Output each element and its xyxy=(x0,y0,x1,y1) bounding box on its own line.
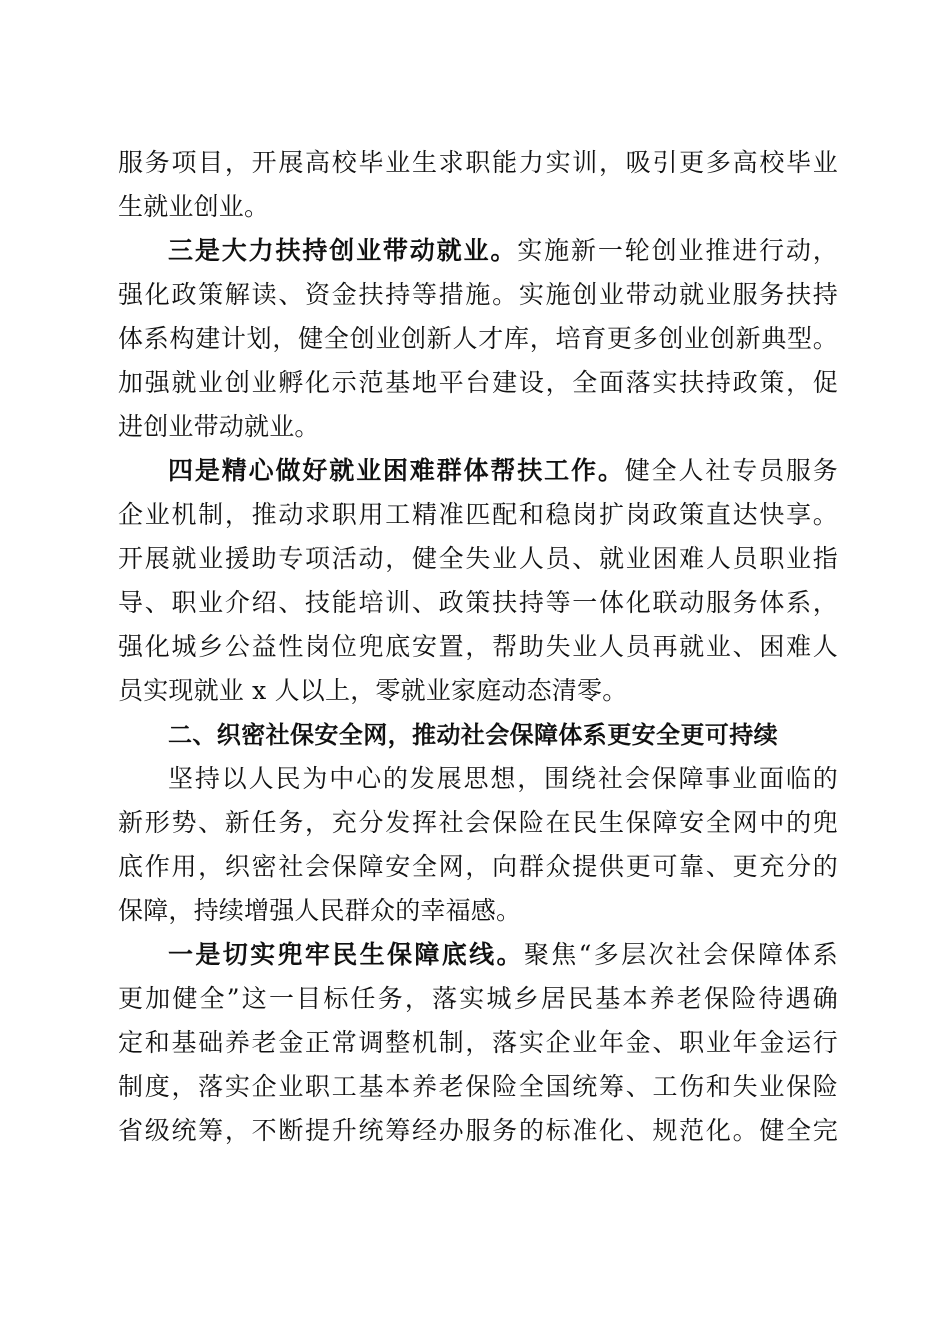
text-line: 省级统筹，不断提升统筹经办服务的标准化、规范化。健全完 xyxy=(118,1116,838,1145)
section-heading: 二、织密社保安全网，推动社会保障体系更安全更可持续 xyxy=(168,721,778,749)
text-line: 加强就业创业孵化示范基地平台建设，全面落实扶持政策，促 xyxy=(118,368,838,397)
text-line: 开展就业援助专项活动，健全失业人员、就业困难人员职业指 xyxy=(118,544,838,573)
text-line: 保障，持续增强人民群众的幸福感。 xyxy=(118,896,522,925)
text-line: 底作用，织密社会保障安全网，向群众提供更可靠、更充分的 xyxy=(118,852,838,881)
text-line: 体系构建计划，健全创业创新人才库，培育更多创业创新典型。 xyxy=(118,324,838,353)
text-line: 定和基础养老金正常调整机制，落实企业年金、职业年金运行 xyxy=(118,1028,838,1057)
text-line: 进创业带动就业。 xyxy=(118,412,320,441)
text-line: 导、职业介绍、技能培训、政策扶持等一体化联动服务体系， xyxy=(118,588,838,617)
section-four-lead: 四是精心做好就业困难群体帮扶工作。 xyxy=(168,456,625,485)
text-line: 企业机制，推动求职用工精准匹配和稳岗扩岗政策直达快享。 xyxy=(118,500,838,529)
text-line: 更加健全”这一目标任务，落实城乡居民基本养老保险待遇确 xyxy=(118,984,838,1013)
section-one-text: 聚焦“多层次社会保障体系 xyxy=(523,940,838,969)
section-one-paragraph xyxy=(168,932,838,978)
text-line: 新形势、新任务，充分发挥社会保险在民生保障安全网中的兜 xyxy=(118,808,838,837)
text-line: 员实现就业 x 人以上，零就业家庭动态清零。 xyxy=(118,676,628,705)
text-line: 制度，落实企业职工基本养老保险全国统筹、工伤和失业保险 xyxy=(118,1072,838,1101)
section-three-lead: 三是大力扶持创业带动就业。 xyxy=(168,236,518,265)
text-line: 服务项目，开展高校毕业生求职能力实训，吸引更多高校毕业 xyxy=(118,148,838,177)
section-three-paragraph xyxy=(168,228,838,274)
text-line: 生就业创业。 xyxy=(118,192,270,221)
section-one-lead: 一是切实兜牢民生保障底线。 xyxy=(168,940,524,969)
section-three-text: 实施新一轮创业推进行动， xyxy=(517,236,838,265)
text-line: 强化城乡公益性岗位兜底安置，帮助失业人员再就业、困难人 xyxy=(118,632,838,661)
text-line: 坚持以人民为中心的发展思想，围绕社会保障事业面临的 xyxy=(168,764,838,793)
section-four-text: 健全人社专员服务 xyxy=(624,456,838,485)
text-line: 强化政策解读、资金扶持等措施。实施创业带动就业服务扶持 xyxy=(118,280,838,309)
section-four-paragraph xyxy=(168,448,838,494)
